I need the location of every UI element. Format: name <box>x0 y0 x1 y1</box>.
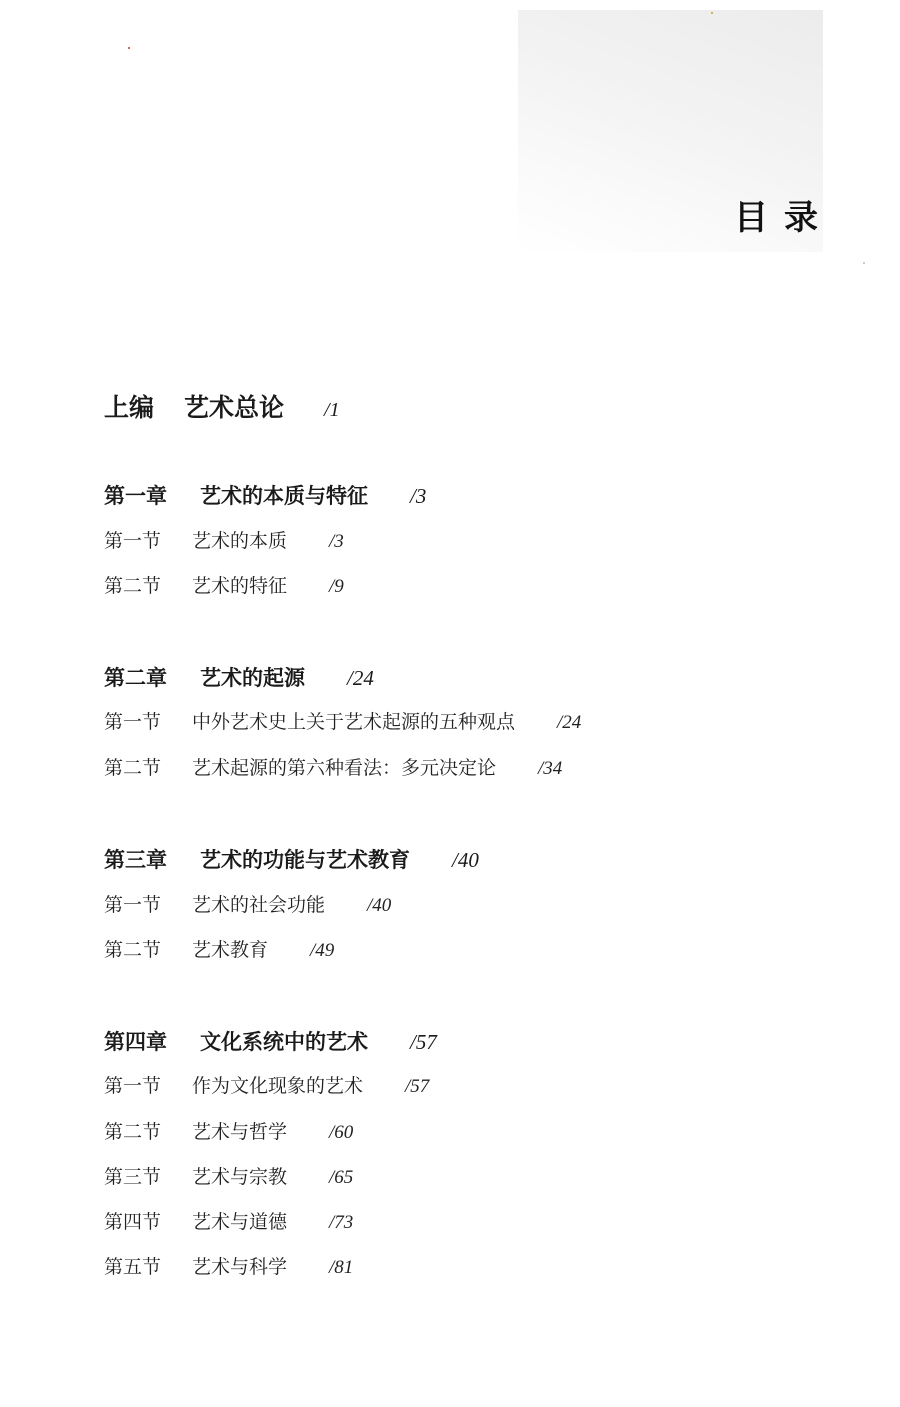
section-title: 作为文化现象的艺术 <box>192 1075 364 1097</box>
section-label: 第二节 <box>104 575 162 597</box>
part-label: 上编 <box>104 393 155 422</box>
toc-chapter-entry[interactable] <box>104 484 426 508</box>
section-page-number: /24 <box>557 712 582 733</box>
chapter-label: 第四章 <box>104 1029 167 1054</box>
section-title: 艺术教育 <box>192 939 269 961</box>
chapter-label: 第一章 <box>104 483 167 508</box>
chapter-title: 艺术的功能与艺术教育 <box>200 847 410 872</box>
toc-chapter-entry[interactable] <box>104 1030 437 1054</box>
section-label: 第二节 <box>104 757 162 779</box>
section-page-number: /3 <box>329 531 344 552</box>
page-title: 目录 <box>734 198 834 238</box>
scan-speck <box>711 12 713 14</box>
section-label: 第四节 <box>104 1211 162 1233</box>
section-page-number: /73 <box>329 1212 354 1233</box>
toc-section-entry[interactable] <box>104 574 344 599</box>
section-page-number: /81 <box>329 1257 354 1278</box>
section-title: 艺术的特征 <box>192 575 288 597</box>
toc-section-entry[interactable] <box>104 1120 353 1145</box>
toc-part-entry[interactable] <box>104 393 340 422</box>
part-title: 艺术总论 <box>184 393 285 422</box>
section-label: 第一节 <box>104 530 162 552</box>
section-title: 艺术与哲学 <box>192 1121 288 1143</box>
toc-section-entry[interactable] <box>104 1210 353 1235</box>
chapter-page-number: /57 <box>410 1030 437 1054</box>
toc-section-entry[interactable] <box>104 710 581 735</box>
chapter-page-number: /24 <box>347 666 374 690</box>
chapter-page-number: /3 <box>410 484 427 508</box>
chapter-title: 艺术的起源 <box>200 665 305 690</box>
section-label: 第五节 <box>104 1256 162 1278</box>
chapter-label: 第二章 <box>104 665 167 690</box>
section-title: 艺术的本质 <box>192 530 288 552</box>
section-page-number: /57 <box>405 1076 430 1097</box>
section-title: 艺术与道德 <box>192 1211 288 1233</box>
toc-section-entry[interactable] <box>104 756 562 781</box>
section-page-number: /34 <box>538 758 563 779</box>
part-page-number: /1 <box>324 399 340 421</box>
toc-section-entry[interactable] <box>104 893 391 918</box>
chapter-label: 第三章 <box>104 847 167 872</box>
section-label: 第一节 <box>104 711 162 733</box>
scan-speck <box>863 262 865 264</box>
toc-section-entry[interactable] <box>104 938 334 963</box>
scan-speck <box>128 47 130 49</box>
toc-section-entry[interactable] <box>104 1074 429 1099</box>
toc-chapter-entry[interactable] <box>104 848 479 872</box>
section-label: 第一节 <box>104 1075 162 1097</box>
section-label: 第一节 <box>104 894 162 916</box>
toc-section-entry[interactable] <box>104 1165 353 1190</box>
toc-section-entry[interactable] <box>104 529 344 554</box>
section-label: 第二节 <box>104 939 162 961</box>
chapter-title: 艺术的本质与特征 <box>200 483 368 508</box>
section-title: 中外艺术史上关于艺术起源的五种观点 <box>192 711 516 733</box>
toc-chapter-entry[interactable] <box>104 666 374 690</box>
section-title: 艺术起源的第六种看法：多元决定论 <box>192 757 497 779</box>
section-title: 艺术与宗教 <box>192 1166 288 1188</box>
toc-section-entry[interactable] <box>104 1255 353 1280</box>
section-page-number: /60 <box>329 1122 354 1143</box>
section-label: 第二节 <box>104 1121 162 1143</box>
section-page-number: /9 <box>329 576 344 597</box>
section-page-number: /40 <box>367 895 392 916</box>
chapter-title: 文化系统中的艺术 <box>200 1029 368 1054</box>
section-page-number: /65 <box>329 1167 354 1188</box>
section-label: 第三节 <box>104 1166 162 1188</box>
section-title: 艺术的社会功能 <box>192 894 326 916</box>
section-title: 艺术与科学 <box>192 1256 288 1278</box>
section-page-number: /49 <box>310 940 335 961</box>
chapter-page-number: /40 <box>452 848 479 872</box>
